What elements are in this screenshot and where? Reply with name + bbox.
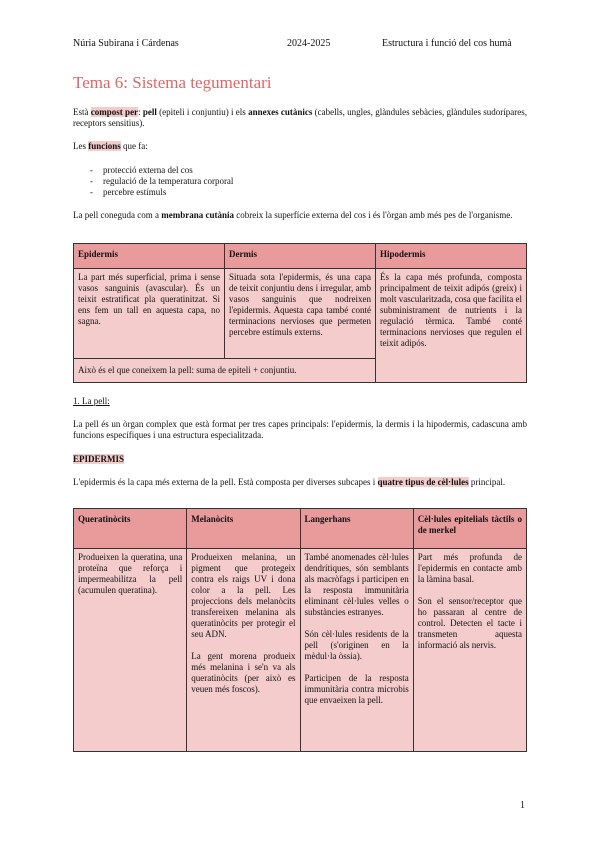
functions-intro [73,141,527,152]
text: La pell coneguda com a [73,210,162,220]
section-heading: 1. La pell: [73,396,110,406]
cell-text: Són cèl·lules residents de la pell (s'originen en la mèdul·la òssia). [304,629,409,661]
highlight: funcions [88,141,121,151]
text: (cabells, ungles, glàndules sebàcies, glàndules sudorípares, receptors sensitius). [73,107,527,128]
cell-text: La gent morena produeix més melanina i se'n va als queratinòcits (per això es veuen més foscos). [191,651,296,694]
cell-epidermis: La part més superficial, prima i sense vasos sanguinis (avascular). És un teixit estratificat pla queratinitzat. Si ens fem un tall en aquesta capa, no sagna. [74,269,225,359]
text: que fa: [120,141,148,151]
header-queratinocits: Queratinòcits [74,509,187,549]
cell-text: Part més profunda de l'epidermis en contacte amb la làmina basal. [417,552,522,584]
text: L'epidermis és la capa més externa de la pell. Està composta per diverses subcapes i [73,477,378,487]
header-hipodermis: Hipodermis [376,244,527,269]
cell-text: També anomenades cèl·lules dendrítiques, són semblants als macròfags i participen en la resposta immunitària eliminant cèl·lules velles o substàncies estranyes. [304,552,409,617]
functions-list [73,165,527,198]
intro-paragraph [73,107,527,129]
header-langerhans: Langerhans [300,509,413,549]
highlight: quatre tipus de cèl·lules [377,477,469,487]
cell-text: Son el sensor/receptor que ho passaran al centre de control. Detecten el tacte i transmeten aquesta informació als nervis. [417,596,522,650]
cell-merkel [413,549,526,752]
cell-text: Produeixen la queratina, una proteïna que reforça i impermeabilitza la pell (acumulen queratina). [78,552,183,595]
epidermis-heading [73,454,124,465]
table-footer-note: Això és el que coneixem la pell: suma de epiteli + conjuntiu. [74,359,376,383]
text: cobreix la superfície externa del cos i és l'òrgan amb més pes de l'organisme. [233,210,513,220]
bold: pell [142,107,157,117]
text: : [138,107,143,117]
page-title: Tema 6: Sistema tegumentari [73,73,272,92]
header-epidermis: Epidermis [74,244,225,269]
list-item: - regulació de la temperatura corporal [73,176,527,187]
page-number: 1 [520,800,525,811]
header-dermis: Dermis [225,244,376,269]
skin-layers-table [73,243,527,383]
cell-hipodermis: És la capa més profunda, composta principalment de teixit adipós (greix) i molt vascularitzada, cosa que facilita el subministrament de nutrients i la regulació tèrmica. També conté terminacions nervioses que regulen el teixit adipós. [376,269,527,383]
text: principal. [468,477,506,487]
text: (epiteli i conjuntiu) i els [156,107,249,117]
cell-langerhans [300,549,413,752]
header-merkel: Cèl·lules epitelials tàctils o de merkel [413,509,526,549]
cell-text: Produeixen melanina, un pigment que protegeix contra els raigs UV i dona color a la pell. Les projeccions dels melanòcits transfereixen melanina als queratinòcits per protegir el seu ADN. [191,552,296,639]
cell-text: Participen de la resposta immunitària contra microbis que envaeixen la pell. [304,673,409,705]
cell-types-table [73,508,527,752]
list-item: - percebre estímuls [73,187,527,198]
highlight: compost per [90,107,139,117]
cell-dermis: Situada sota l'epidermis, és una capa de teixit conjuntiu dens i irregular, amb vasos sanguinis que nodreixen l'epidermis. Aquesta capa també conté terminacions nervioses que permeten percebre estímuls externs. [225,269,376,359]
header-melanocits: Melanòcits [187,509,300,549]
membrane-paragraph [73,210,527,221]
text: Les [73,141,89,151]
header-course: Estructura i funció del cos humà [382,38,512,49]
bold: annexes cutànics [248,107,313,117]
pell-paragraph: La pell és un òrgan complex que està format per tres capes principals: l'epidermis, la dermis i la hipodermis, cadascuna amb funcions específiques i una estructura especialitzada. [73,419,527,440]
bold: membrana cutània [161,210,234,220]
heading-text: EPIDERMIS [73,454,125,464]
header-author: Núria Subirana i Cárdenas [73,38,179,49]
header-year: 2024-2025 [287,38,331,49]
cell-melanocits [187,549,300,752]
cell-queratinocits [74,549,187,752]
text: Està [73,107,91,117]
list-item: - protecció externa del cos [73,165,527,176]
epidermis-paragraph [73,477,527,488]
